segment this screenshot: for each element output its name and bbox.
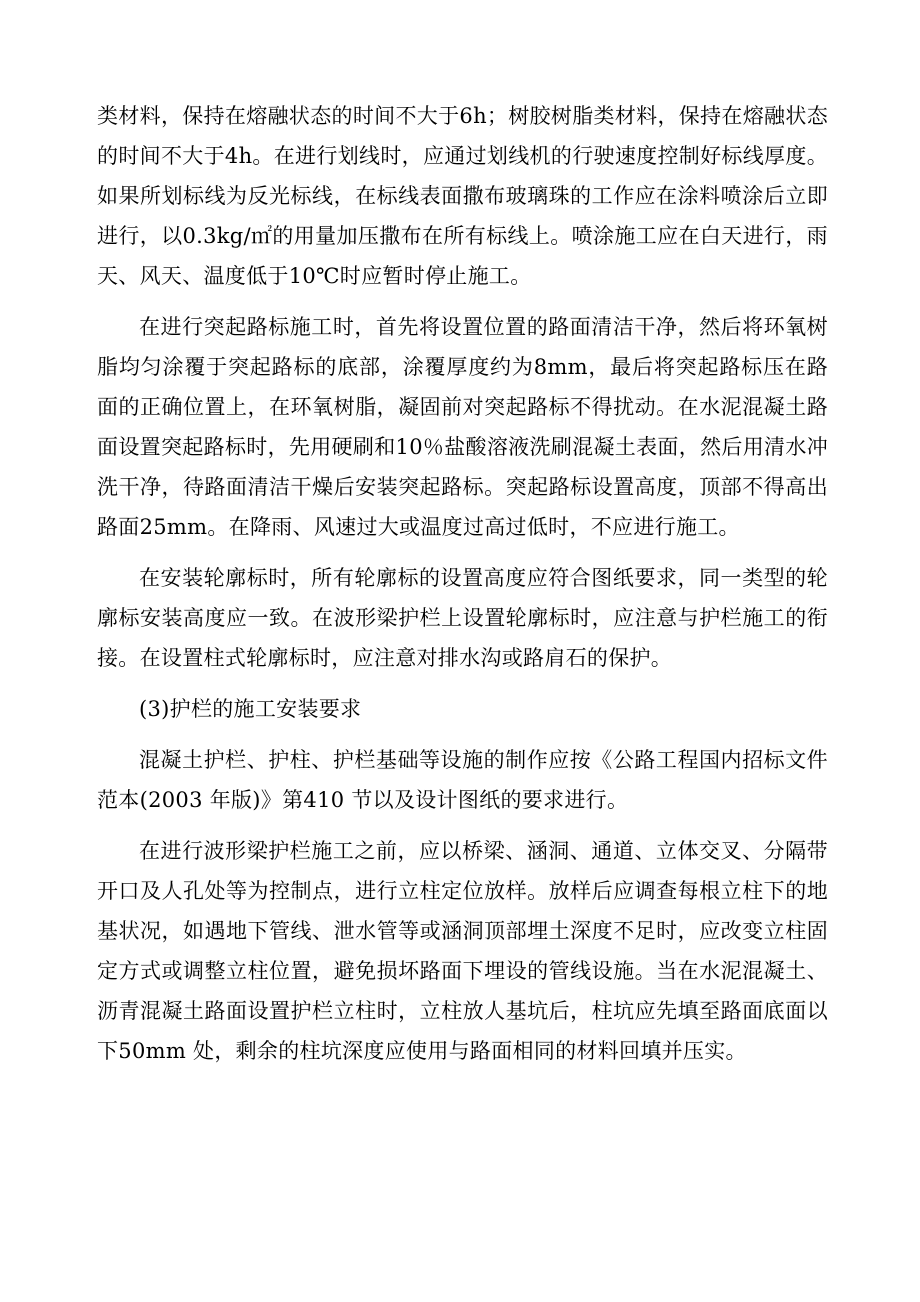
paragraph-concrete-guardrail: 混凝土护栏、护柱、护栏基础等设施的制作应按《公路工程国内招标文件范本(2003 年版)》第410 节以及设计图纸的要求进行。 xyxy=(97,748,828,812)
paragraph-delineators: 在安装轮廓标时，所有轮廓标的设置高度应符合图纸要求，同一类型的轮廓标安装高度应一致。在波形梁护栏上设置轮廓标时，应注意与护栏施工的衔接。在设置柱式轮廓标时，应注意对排水沟或路肩石的保护。 xyxy=(97,566,828,670)
paragraph-hot-melt-marking: 类材料，保持在熔融状态的时间不大于6h；树胶树脂类材料，保持在熔融状态的时间不大于4h。在进行划线时，应通过划线机的行驶速度控制好标线厚度。如果所划标线为反光标线，在标线表面撒布玻璃珠的工作应在涂料喷涂后立即进行，以0.3kg/㎡的用量加压撒布在所有标线上。喷涂施工应在白天进行，雨天、风天、温度低于10℃时应暂时停止施工。 xyxy=(97,104,828,288)
paragraph-wbeam-guardrail: 在进行波形梁护栏施工之前，应以桥梁、涵洞、通道、立体交叉、分隔带开口及人孔处等为控制点，进行立柱定位放样。放样后应调查每根立柱下的地基状况，如遇地下管线、泄水管等或涵洞顶部埋土深度不足时，应改变立柱固定方式或调整立柱位置，避免损坏路面下埋设的管线设施。当在水泥混凝土、沥青混凝土路面设置护栏立柱时，立柱放人基坑后，柱坑应先填至路面底面以下50mm 处，剩余的柱坑深度应使用与路面相同的材料回填并压实。 xyxy=(97,839,828,1063)
section-heading-guardrail: (3)护栏的施工安装要求 xyxy=(139,697,362,721)
paragraph-raised-markers: 在进行突起路标施工时，首先将设置位置的路面清洁干净，然后将环氧树脂均匀涂覆于突起路标的底部，涂覆厚度约为8mm，最后将突起路标压在路面的正确位置上，在环氧树脂，凝固前对突起路标不得扰动。在水泥混凝土路面设置突起路标时，先用硬刷和10％盐酸溶液洗刷混凝土表面，然后用清水冲洗干净，待路面清洁干燥后安装突起路标。突起路标设置高度，顶部不得高出路面25mm。在降雨、风速过大或温度过高过低时，不应进行施工。 xyxy=(97,315,828,539)
document-body xyxy=(97,96,828,1082)
